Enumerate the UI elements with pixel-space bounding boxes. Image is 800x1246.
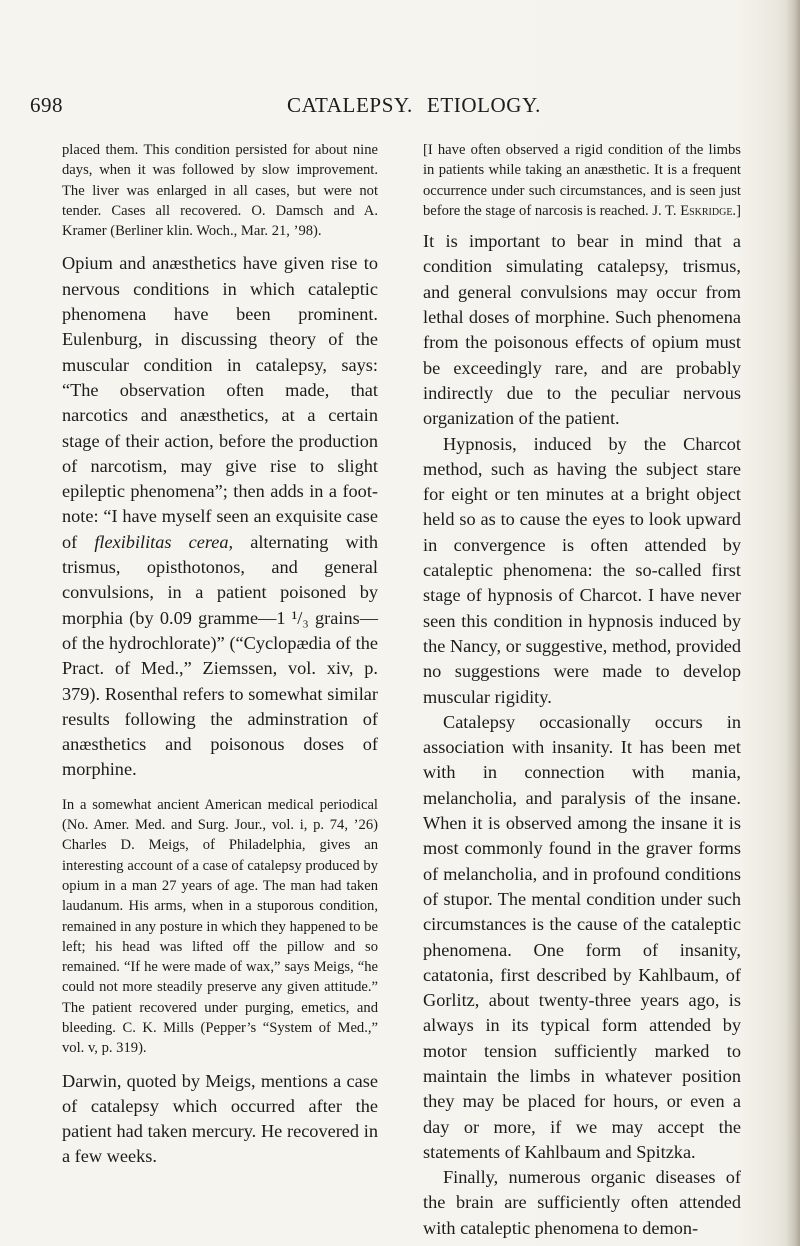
running-head-left: CATALEPSY. xyxy=(287,93,413,117)
opium-paragraph-text-b: alternating with trismus, opisthotonos, and general convulsions, in a patient poisoned by morphia (by 0.09 gramme—1 ¹/₃ grains—of the hydrochlorate)” (“Cyclopædia of the Pract. of Med.,” Ziemssen, vol. xiv, p. 379). Rosenthal refers to somewhat similar results following the adminstration of anæsthetics and poisonous doses of morphine. xyxy=(62,531,378,780)
opium-anaesthetics-paragraph xyxy=(62,251,378,782)
insanity-paragraph: Catalepsy occasionally occurs in association with insanity. It has been met with in connection with mania, melancholia, and paralysis of the insane. When it is observed among the insane it is most commonly found in the graver forms of melancholia, and in profound conditions of stupor. The mental condition under such circumstances is the cause of the cataleptic phenomena. One form of insanity, catatonia, first described by Kahlbaum, of Gorlitz, about twenty-three years ago, is always in its typical form attended by motor tension sufficiently marked to maintain the limbs in whatever position they may be placed for hours, or even a day or more, if we may accept the statements of Kahlbaum and Spitzka. xyxy=(423,711,741,1162)
meigs-case-report: In a somewhat ancient American medical periodical (No. Amer. Med. and Surg. Jour., vol. i, p. 74, ’26) Charles D. Meigs, of Philadelphia, gives an interesting account of a case of catalepsy produced by opium in a man 27 years of age. The man had taken laudanum. His arms, when in a stuporous condition, remained in any posture in which they happened to be left; his head was lifted off the pillow and so remained. “If he were made of wax,” says Meigs, “he could not more steadily preserve any given attitude.” The patient recovered under purging, emetics, and bleeding. C. K. Mills (Pepper’s “System of Med.,” vol. v, p. 319). xyxy=(62,796,378,1057)
flexibilitas-cerea-term: flexibilitas cerea, xyxy=(94,531,234,552)
running-head xyxy=(287,93,541,118)
page-number: 698 xyxy=(30,93,63,117)
left-column xyxy=(62,140,378,1170)
right-column xyxy=(423,140,741,1241)
lethal-morphine-paragraph: It is important to bear in mind that a condition simulating catalepsy, trismus, and general convulsions may occur from lethal doses of morphine. Such phenomena from the poisonous effects of opium must be exceedingly rare, and are probably indirectly due to the peculiar nervous organization of the patient. xyxy=(423,231,741,429)
page-edge-shadow xyxy=(786,0,800,1246)
page-header xyxy=(0,93,800,123)
darwin-paragraph: Darwin, quoted by Meigs, mentions a case of catalepsy which occurred after the patient had taken mercury. He recovered in a few weeks. xyxy=(62,1070,378,1167)
editor-note-author: Eskridge. xyxy=(680,202,737,219)
editor-note xyxy=(423,140,741,221)
opium-paragraph-text-a: Opium and anæsthetics have given rise to nervous conditions in which cataleptic phenomena have been prominent. Eulenburg, in discussing theory of the muscular condition in catalepsy, says: “The observation often made, that narcotics and anæsthetics, at a certain stage of their action, before the production of narcotism, may give rise to slight epileptic phenomena”; then adds in a foot-note: “I have myself seen an exquisite case of xyxy=(62,253,378,552)
running-head-right: ETIOLOGY. xyxy=(426,93,541,117)
hypnosis-paragraph: Hypnosis, induced by the Charcot method, such as having the subject stare for eight or ten minutes at a bright object held so as to cause the eyes to look upward in convergence is often attended by cataleptic phenomena: the so-called first stage of hypnosis of Charcot. I have never seen this condition in hypnosis induced by the Nancy, or suggestive, method, provided no suggestions were made to develop muscular rigidity. xyxy=(423,433,741,707)
editor-note-text: [I have often observed a rigid condition of the limbs in patients while taking an anæsthetic. It is a frequent occurrence under such circumstances, and is seen just before the stage of narcosis is reached. J. T. xyxy=(423,142,741,219)
editor-note-close: ] xyxy=(736,202,741,219)
case-report-continuation: placed them. This condition persisted for about nine days, when it was followed by slow improvement. The liver was enlarged in all cases, but were not tender. Cases all recovered. O. Damsch and A. Kramer (Berliner klin. Woch., Mar. 21, ’98). xyxy=(62,142,378,240)
organic-diseases-paragraph: Finally, numerous organic diseases of the brain are sufficiently often attended with cataleptic phenomena to demon- xyxy=(423,1167,741,1238)
